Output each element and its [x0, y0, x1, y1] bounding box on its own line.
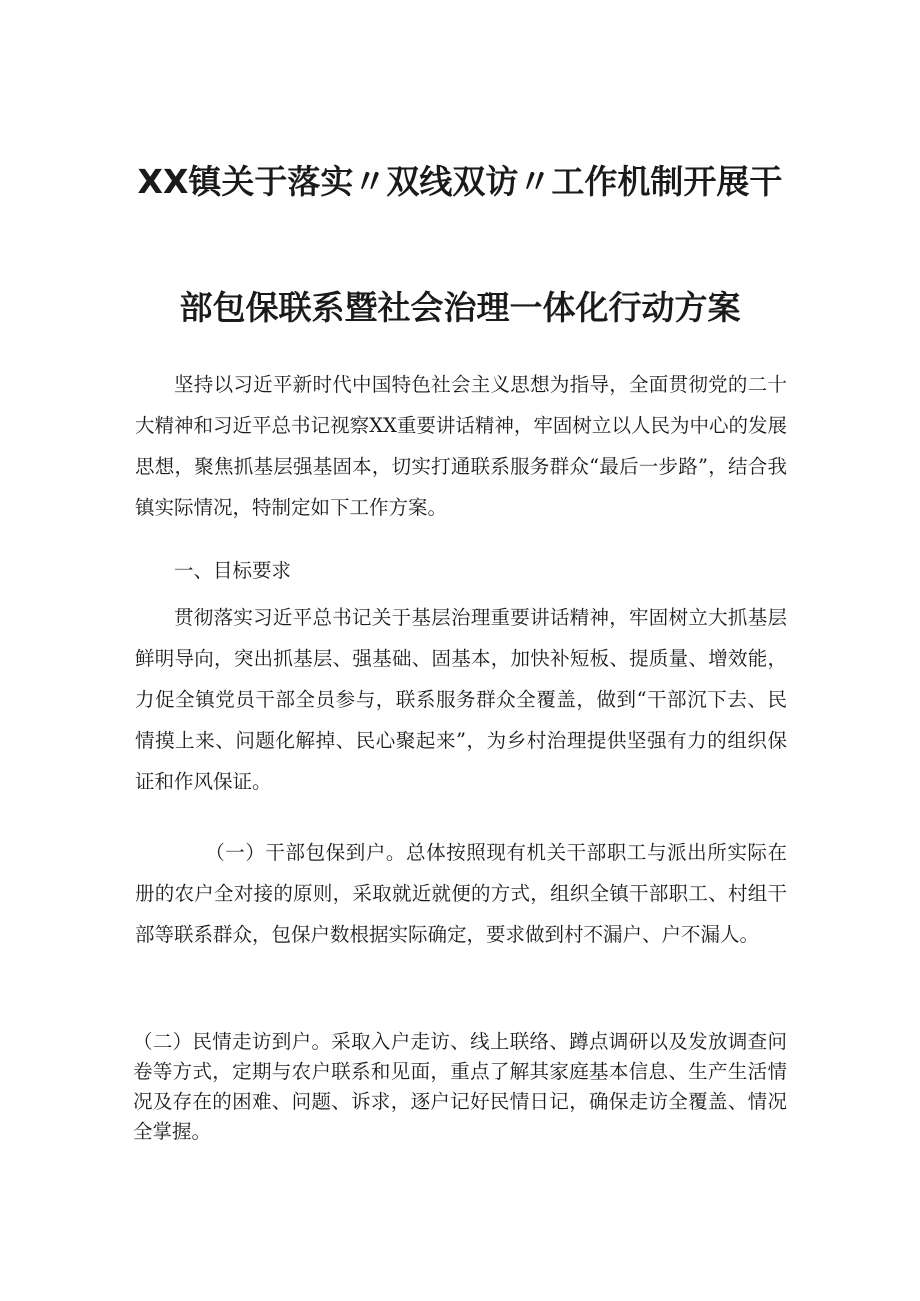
section-heading-goals: 一、目标要求: [174, 559, 292, 582]
document-title-line-2: 部包保联系暨社会治理一体化行动方案: [179, 288, 741, 327]
intro-paragraph: 坚持以习近平新时代中国特色社会主义思想为指导，全面贯彻党的二十大精神和习近平总书记视察XX重要讲话精神，牢固树立以人民为中心的发展思想，聚焦抓基层强基固本，切实打通联系服务群众“最后一步路”，结合我镇实际情况，特制定如下工作方案。: [135, 373, 787, 519]
item-visit-household-paragraph: （二）民情走访到户。采取入户走访、线上联络、蹲点调研以及发放调查问卷等方式，定期与农户联系和见面，重点了解其家庭基本信息、生产生活情况及存在的困难、问题、诉求，逐户记好民情日记，确保走访全覆盖、情况全掌握。: [133, 1030, 787, 1143]
item-cadre-household-paragraph: （一）干部包保到户。总体按照现有机关干部职工与派出所实际在册的农户全对接的原则，采取就近就便的方式，组织全镇干部职工、村组干部等联系群众，包保户数根据实际确定，要求做到村不漏户、户不漏人。: [135, 841, 787, 946]
document-title-line-1: XX镇关于落实〃双线双访〃工作机制开展干: [137, 162, 783, 201]
goals-paragraph: 贯彻落实习近平总书记关于基层治理重要讲话精神，牢固树立大抓基层鲜明导向，突出抓基层、强基础、固基本，加快补短板、提质量、增效能，力促全镇党员干部全员参与，联系服务群众全覆盖，做到“干部沉下去、民情摸上来、问题化解掉、民心聚起来”，为乡村治理提供坚强有力的组织保证和作风保证。: [135, 606, 787, 793]
